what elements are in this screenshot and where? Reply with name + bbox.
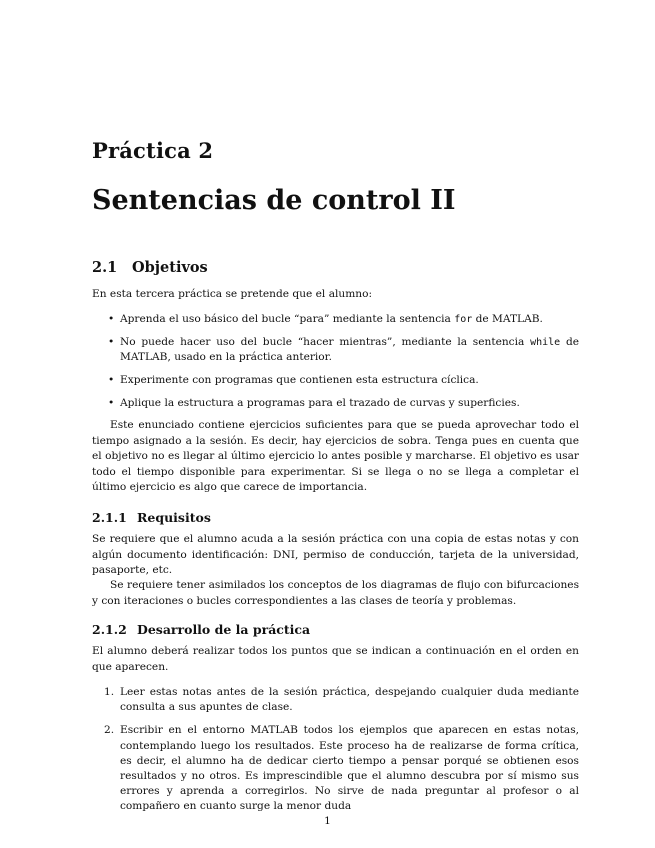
- code-keyword: while: [530, 337, 561, 348]
- requisitos-paragraph-1: Se requiere que el alumno acuda a la sesión práctica con una copia de estas notas y con algún documento identificación: DNI, permiso de conducción, tarjeta de la universidad, pasaporte, etc.: [92, 533, 579, 576]
- bullet-icon: •: [108, 374, 115, 386]
- objectives-paragraph: Este enunciado contiene ejercicios suficientes para que se pueda aprovechar todo el tiempo asignado a la sesión. Es decir, hay ejercicios de sobra. Tenga pues en cuenta que el objetivo no es llegar al último ejercicio lo antes posible y marcharse. El objetivo es usar todo el tiempo disponible para experimentar. Si se llega o no se llega a completar el último ejercicio es algo que carece de importancia.: [92, 419, 579, 493]
- bullet-icon: •: [108, 313, 115, 325]
- list-item: • Aplique la estructura a programas para el trazado de curvas y superficies.: [108, 397, 520, 409]
- subsection-heading-requisitos: [92, 510, 211, 525]
- list-item: • Aprenda el uso básico del bucle “para” mediante la sentencia for de MATLAB.: [108, 313, 543, 325]
- list-item: 2. Escribir en el entorno MATLAB todos los ejemplos que aparecen en estas notas, contemplando luego los resultados. Este proceso ha de realizarse de forma crítica, es decir, el alumno ha de dedicar cierto tiempo a pensar porqué se obtienen esos resultados y no otros. Es imprescindible que el alumno descubra por sí mismo sus errores y aprenda a corregirlos. No sirve de nada preguntar al profesor o al compañero en cuanto surge la menor duda: [104, 724, 579, 813]
- bullet-icon: •: [108, 336, 115, 348]
- objectives-intro: En esta tercera práctica se pretende que el alumno:: [92, 288, 373, 300]
- section-heading-objetivos: [92, 259, 208, 276]
- list-item: 1. Leer estas notas antes de la sesión práctica, despejando cualquier duda mediante consulta a sus apuntes de clase.: [104, 686, 579, 714]
- code-keyword: for: [454, 314, 473, 325]
- chapter-label: Práctica 2: [92, 138, 214, 163]
- list-item: • Experimente con programas que contienen esta estructura cíclica.: [108, 374, 479, 386]
- page-number: 1: [324, 815, 331, 827]
- subsection-number: 2.1.1: [92, 510, 127, 525]
- desarrollo-intro: El alumno deberá realizar todos los puntos que se indican a continuación en el orden en que aparecen.: [92, 645, 579, 673]
- bullet-icon: •: [108, 397, 115, 409]
- steps-list: [92, 685, 579, 823]
- list-number: 2.: [104, 724, 115, 737]
- subsection-number: 2.1.2: [92, 622, 127, 637]
- subsection-title: Desarrollo de la práctica: [137, 622, 311, 637]
- subsection-title: Requisitos: [137, 510, 211, 525]
- section-title: Objetivos: [132, 259, 208, 276]
- section-number: 2.1: [92, 259, 118, 276]
- list-number: 1.: [104, 686, 115, 698]
- list-item: • No puede hacer uso del bucle “hacer mientras”, mediante la sentencia while de MATLAB, usado en la práctica anterior.: [108, 336, 579, 363]
- objectives-list: [92, 312, 579, 419]
- requisitos-paragraph-2: Se requiere tener asimilados los conceptos de los diagramas de flujo con bifurcaciones y con iteraciones o bucles correspondientes a las clases de teoría y problemas.: [92, 579, 579, 607]
- subsection-heading-desarrollo: [92, 622, 310, 637]
- chapter-title: Sentencias de control II: [92, 185, 456, 216]
